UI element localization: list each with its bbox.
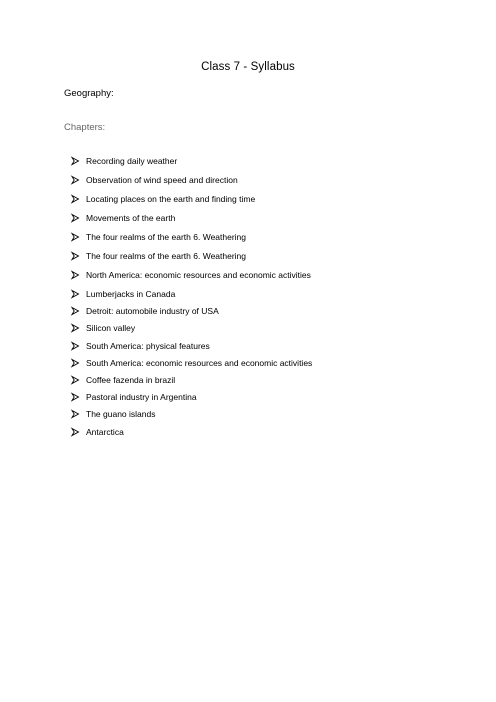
- arrowhead-bullet-icon: [70, 323, 80, 333]
- chapter-label: Pastoral industry in Argentina: [86, 392, 197, 403]
- arrowhead-bullet-icon: [70, 251, 80, 261]
- arrowhead-bullet-icon: [70, 341, 80, 351]
- arrowhead-bullet-icon: [70, 289, 80, 299]
- chapter-label: Recording daily weather: [86, 156, 178, 166]
- arrowhead-bullet-icon: [70, 427, 80, 437]
- arrowhead-bullet-icon: [70, 306, 80, 316]
- subject-heading: Geography:: [64, 88, 114, 99]
- chapter-label: South America: physical features: [86, 340, 210, 351]
- chapter-label: The four realms of the earth 6. Weathering: [86, 251, 247, 261]
- arrowhead-bullet-icon: [70, 375, 80, 385]
- chapter-label: Antarctica: [86, 426, 124, 437]
- chapter-label: Movements of the earth: [86, 213, 176, 223]
- chapter-label: Coffee fazenda in brazil: [86, 374, 176, 385]
- chapter-label: Silicon valley: [86, 323, 136, 334]
- chapter-label: Lumberjacks in Canada: [86, 289, 176, 299]
- arrowhead-bullet-icon: [70, 392, 80, 402]
- arrowhead-bullet-icon: [70, 232, 80, 242]
- arrowhead-bullet-icon: [70, 194, 80, 204]
- chapter-label: Locating places on the earth and finding time: [86, 194, 256, 204]
- chapter-label: North America: economic resources and economic activities: [86, 270, 311, 280]
- arrowhead-bullet-icon: [70, 175, 80, 185]
- arrowhead-bullet-icon: [70, 213, 80, 223]
- chapters-heading: Chapters:: [64, 122, 106, 133]
- chapter-label: Detroit: automobile industry of USA: [86, 306, 219, 317]
- page-title: Class 7 - Syllabus: [201, 61, 295, 73]
- arrowhead-bullet-icon: [70, 156, 80, 166]
- chapter-label: The four realms of the earth 6. Weathering: [86, 232, 247, 242]
- arrowhead-bullet-icon: [70, 358, 80, 368]
- chapter-label: South America: economic resources and economic activities: [86, 357, 313, 368]
- chapter-label: Observation of wind speed and direction: [86, 175, 238, 185]
- chapter-label: The guano islands: [86, 409, 156, 420]
- arrowhead-bullet-icon: [70, 409, 80, 419]
- arrowhead-bullet-icon: [70, 270, 80, 280]
